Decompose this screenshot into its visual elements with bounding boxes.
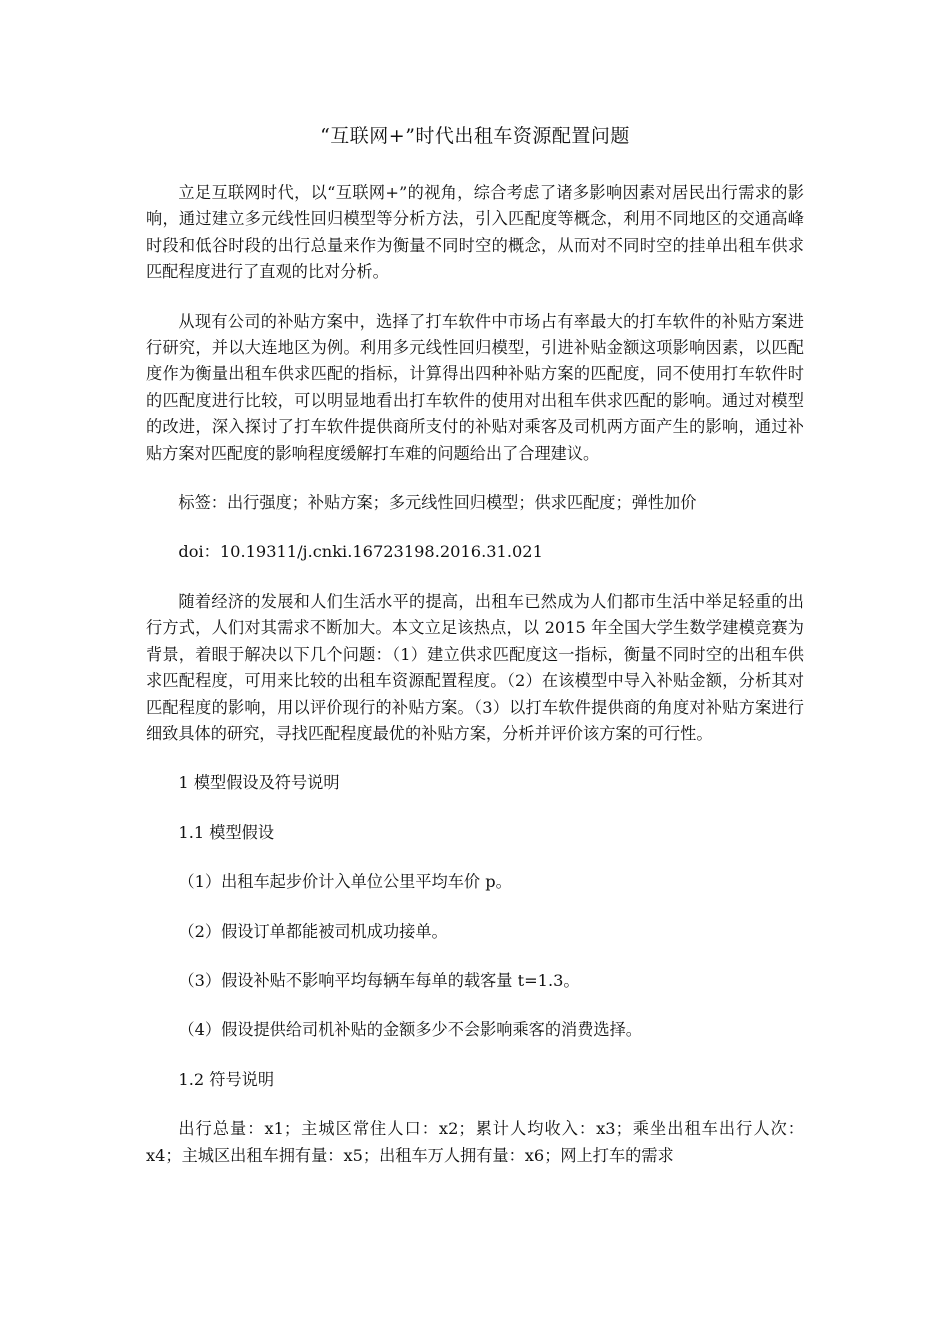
abstract-paragraph-2: 从现有公司的补贴方案中，选择了打车软件中市场占有率最大的打车软件的补贴方案进行研究，并以大连地区为例。利用多元线性回归模型，引进补贴金额这项影响因素，以匹配度作为衡量出租车供求匹配的指标，计算得出四种补贴方案的匹配度，同不使用打车软件时的匹配度进行比较，可以明显地看出打车软件的使用对出租车供求匹配的影响。通过对模型的改进，深入探讨了打车软件提供商所支付的补贴对乘客及司机两方面产生的影响，通过补贴方案对匹配度的影响程度缓解打车难的问题给出了合理建议。 [146, 311, 804, 463]
assumption-item-2: （2）假设订单都能被司机成功接单。 [178, 921, 448, 941]
section-heading-1-2: 1.2 符号说明 [178, 1069, 275, 1089]
keywords-line: 标签：出行强度；补贴方案；多元线性回归模型；供求匹配度；弹性加价 [178, 493, 697, 513]
section-heading-1-1: 1.1 模型假设 [178, 822, 275, 842]
assumption-item-4: （4）假设提供给司机补贴的金额多少不会影响乘客的消费选择。 [178, 1020, 642, 1040]
document-body [146, 180, 804, 1192]
document-title: “互联网+”时代出租车资源配置问题 [320, 125, 630, 147]
intro-paragraph: 随着经济的发展和人们生活水平的提高，出租车已然成为人们都市生活中举足轻重的出行方式，人们对其需求不断加大。本文立足该热点，以 2015 年全国大学生数学建模竞赛为背景，着眼于解决以下几个问题：（1）建立供求匹配度这一指标，衡量不同时空的出租车供求匹配程度，可用来比较的出租车资源配置程度。（2）在该模型中导入补贴金额，分析其对匹配程度的影响，用以评价现行的补贴方案。（3）以打车软件提供商的角度对补贴方案进行细致具体的研究，寻找匹配程度最优的补贴方案，分析并评价该方案的可行性。 [146, 591, 804, 743]
assumption-item-3: （3）假设补贴不影响平均每辆车每单的载客量 t=1.3。 [178, 970, 580, 990]
symbols-paragraph: 出行总量：x1；主城区常住人口：x2；累计人均收入：x3；乘坐出租车出行人次：x4；主城区出租车拥有量：x5；出租车万人拥有量：x6；网上打车的需求 [146, 1119, 804, 1165]
doi-line: doi：10.19311/j.cnki.16723198.2016.31.021 [178, 542, 543, 562]
assumption-item-1: （1）出租车起步价计入单位公里平均车价 p。 [178, 872, 512, 892]
abstract-paragraph-1: 立足互联网时代，以“互联网+”的视角，综合考虑了诸多影响因素对居民出行需求的影响，通过建立多元线性回归模型等分析方法，引入匹配度等概念，利用不同地区的交通高峰时段和低谷时段的出行总量来作为衡量不同时空的概念，从而对不同时空的挂单出租车供求匹配程度进行了直观的比对分析。 [146, 183, 804, 282]
section-heading-1: 1 模型假设及符号说明 [178, 773, 340, 793]
